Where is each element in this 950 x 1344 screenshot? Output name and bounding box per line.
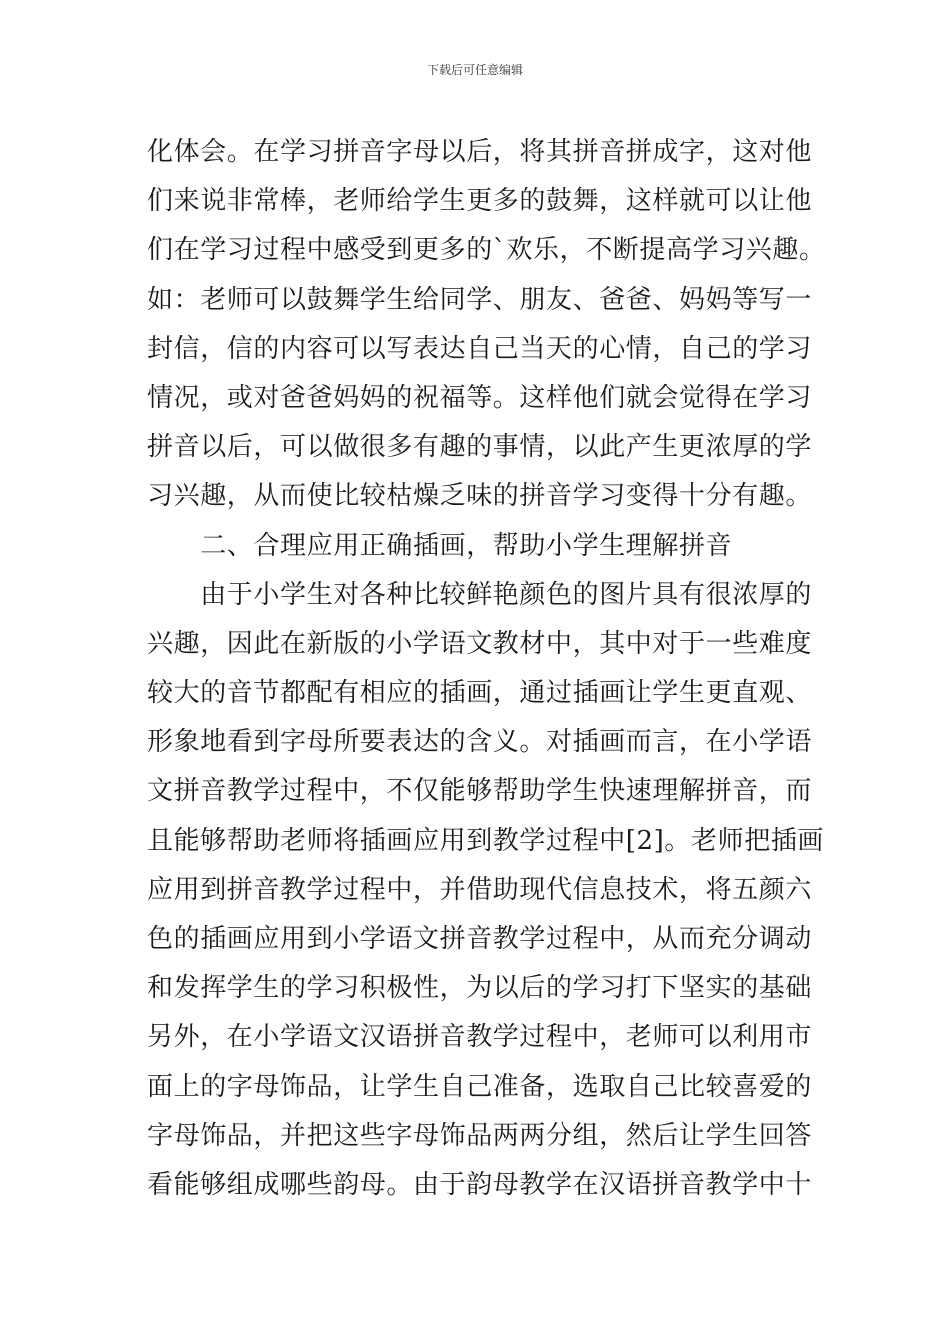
text-line: 且能够帮助老师将插画应用到教学过程中[2]。老师把插画 bbox=[147, 825, 825, 856]
text-line: 看能够组成哪些韵母。由于韵母教学在汉语拼音教学中十 bbox=[147, 1169, 813, 1200]
text-line: 封信，信的内容可以写表达自己当天的心情，自己的学习 bbox=[147, 333, 813, 364]
text-line: 形象地看到字母所要表达的含义。对插画而言，在小学语 bbox=[147, 727, 813, 758]
text-line: 们在学习过程中感受到更多的`欢乐，不断提高学习兴趣。 bbox=[147, 235, 826, 266]
text-line: 兴趣，因此在新版的小学语文教材中，其中对于一些难度 bbox=[147, 628, 813, 659]
text-line: 拼音以后，可以做很多有趣的事情，以此产生更浓厚的学 bbox=[147, 432, 813, 463]
text-line: 另外，在小学语文汉语拼音教学过程中，老师可以利用市 bbox=[147, 1022, 813, 1053]
text-line: 面上的字母饰品，让学生自己准备，选取自己比较喜爱的 bbox=[147, 1071, 813, 1102]
text-line: 如：老师可以鼓舞学生给同学、朋友、爸爸、妈妈等写一 bbox=[147, 284, 813, 315]
text-line: 文拼音教学过程中，不仅能够帮助学生快速理解拼音，而 bbox=[147, 776, 813, 807]
text-line: 字母饰品，并把这些字母饰品两两分组，然后让学生回答 bbox=[147, 1120, 813, 1151]
text-line: 和发挥学生的学习积极性，为以后的学习打下坚实的基础 bbox=[147, 973, 813, 1004]
text-line: 习兴趣，从而使比较枯燥乏味的拼音学习变得十分有趣。 bbox=[147, 481, 813, 512]
page-header: 下载后可任意编辑 bbox=[426, 63, 523, 77]
text-line: 应用到拼音教学过程中，并借助现代信息技术，将五颜六 bbox=[147, 874, 813, 905]
section-heading: 二、合理应用正确插画，帮助小学生理解拼音 bbox=[147, 530, 733, 561]
text-line: 色的插画应用到小学语文拼音教学过程中，从而充分调动 bbox=[147, 924, 813, 954]
text-line: 由于小学生对各种比较鲜艳颜色的图片具有很浓厚的 bbox=[147, 579, 813, 610]
text-line: 较大的音节都配有相应的插画，通过插画让学生更直观、 bbox=[147, 678, 813, 709]
body-text bbox=[147, 128, 826, 1210]
text-line: 情况，或对爸爸妈妈的祝福等。这样他们就会觉得在学习 bbox=[147, 382, 813, 413]
text-line: 们来说非常棒，老师给学生更多的鼓舞，这样就可以让他 bbox=[147, 186, 813, 217]
text-line: 化体会。在学习拼音字母以后，将其拼音拼成字，这对他 bbox=[147, 137, 813, 167]
